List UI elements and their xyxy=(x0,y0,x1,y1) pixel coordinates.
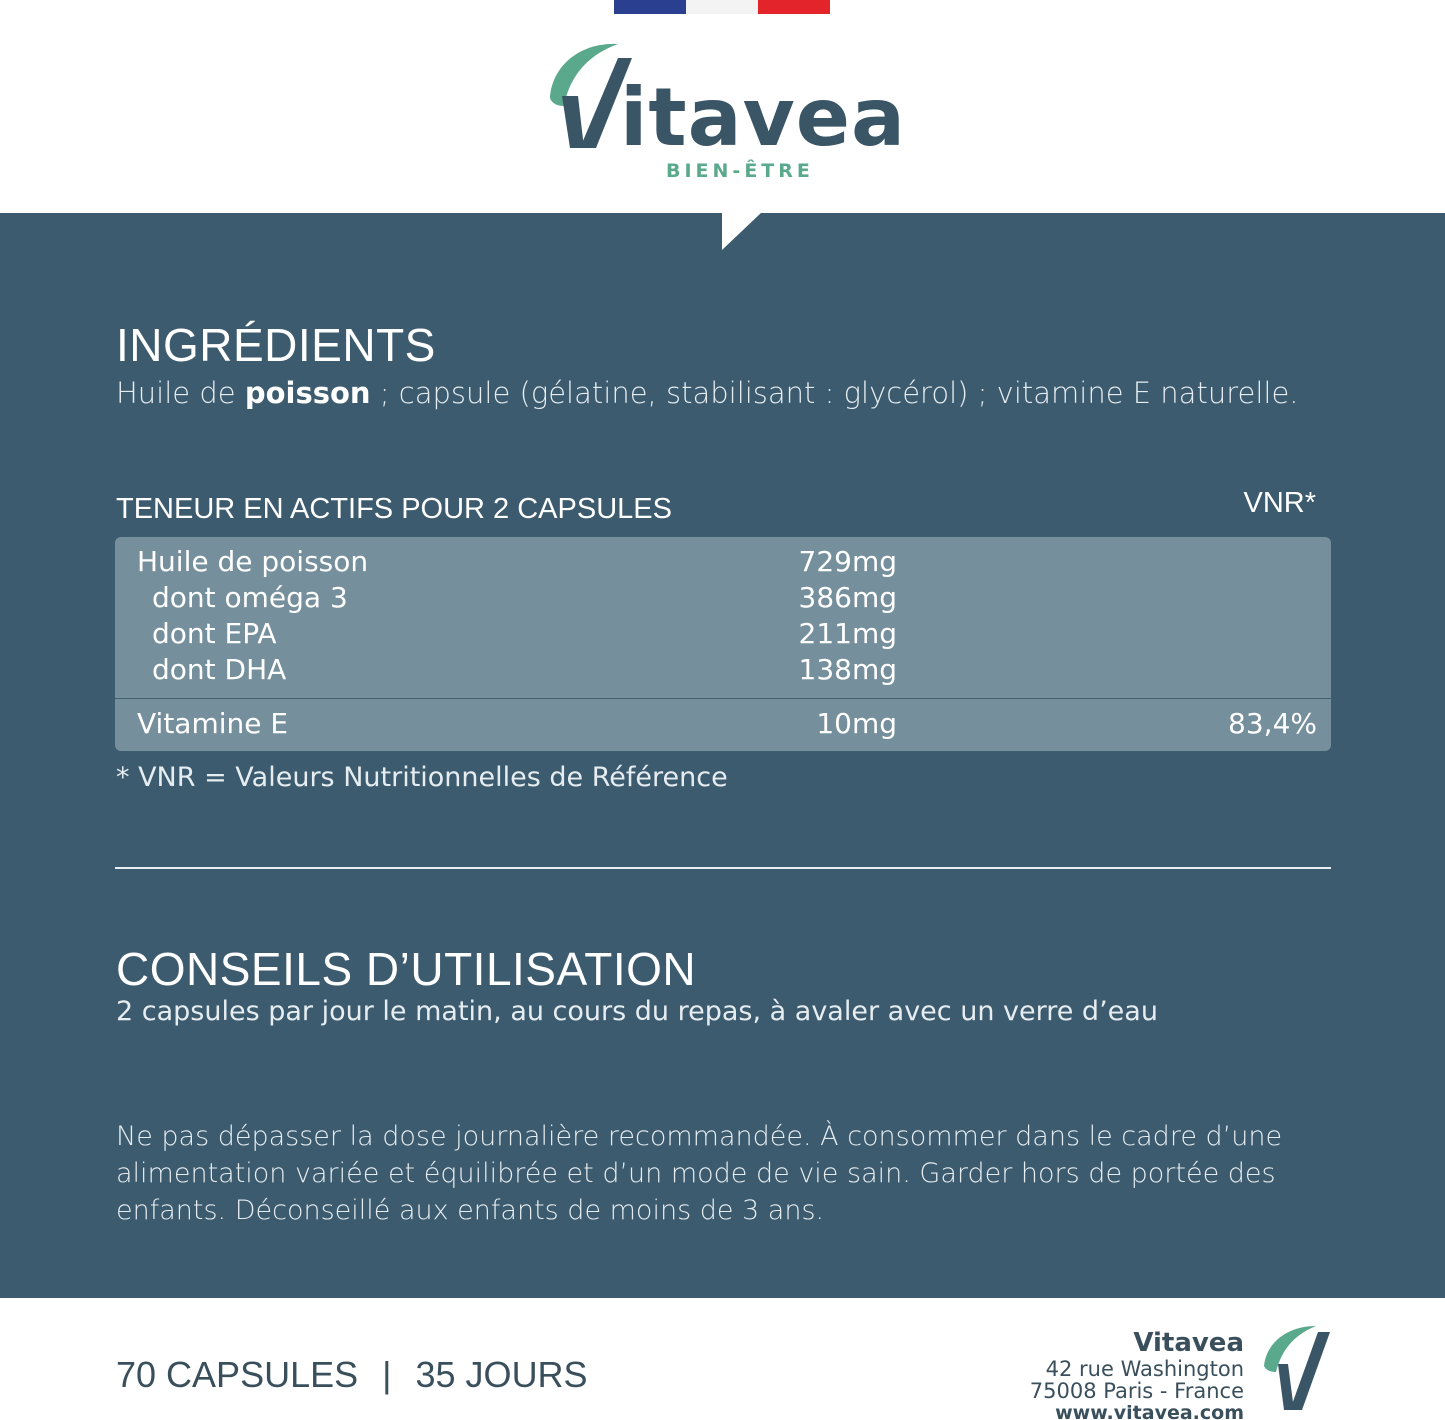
speech-notch xyxy=(722,212,762,250)
capsule-count: 70 CAPSULES xyxy=(116,1354,359,1395)
french-flag-icon xyxy=(614,0,830,14)
brand-wordmark: itavea xyxy=(620,71,907,164)
brand-tagline: BIEN-ÊTRE xyxy=(666,160,814,182)
vnr-header: VNR* xyxy=(1243,487,1316,519)
section-divider xyxy=(115,867,1331,869)
ingredients-allergen: poisson xyxy=(244,376,371,410)
table-row xyxy=(115,545,1331,581)
vnr-footnote: * VNR = Valeurs Nutritionnelles de Référence xyxy=(116,762,728,793)
table-row xyxy=(115,653,1331,689)
nutrition-table xyxy=(115,537,1331,751)
row-value: 729mg xyxy=(798,545,897,578)
company-address xyxy=(1030,1328,1244,1420)
table-row xyxy=(115,581,1331,617)
header xyxy=(0,0,1445,213)
table-divider xyxy=(115,698,1331,699)
ingredients-prefix: Huile de xyxy=(116,376,245,410)
table-row xyxy=(115,707,1331,743)
ingredients-text xyxy=(116,376,1299,410)
row-name: dont EPA xyxy=(152,617,277,650)
table-header xyxy=(116,487,1316,529)
row-value: 386mg xyxy=(798,581,897,614)
footer-separator: | xyxy=(382,1354,392,1395)
row-name: Huile de poisson xyxy=(137,545,369,578)
row-name: Vitamine E xyxy=(137,707,289,740)
street: 42 rue Washington xyxy=(1045,1357,1244,1381)
row-value: 138mg xyxy=(798,653,897,686)
company-name: Vitavea xyxy=(1133,1328,1244,1358)
package-info xyxy=(116,1354,588,1396)
table-title: TENEUR EN ACTIFS POUR 2 CAPSULES xyxy=(116,493,672,525)
city: 75008 Paris - France xyxy=(1029,1379,1244,1403)
table-row xyxy=(115,617,1331,653)
row-value: 10mg xyxy=(816,707,897,740)
row-vnr: 83,4% xyxy=(1228,707,1317,740)
vitavea-mark-icon xyxy=(1260,1322,1336,1414)
row-value: 211mg xyxy=(798,617,897,650)
ingredients-suffix: ; capsule (gélatine, stabilisant : glycérol) ; vitamine E naturelle. xyxy=(370,376,1299,410)
website-link[interactable]: www.vitavea.com xyxy=(1055,1402,1244,1420)
row-name: dont DHA xyxy=(152,653,287,686)
usage-text: 2 capsules par jour le matin, au cours du repas, à avaler avec un verre d’eau xyxy=(116,996,1158,1027)
duration: 35 JOURS xyxy=(415,1354,588,1395)
row-name: dont oméga 3 xyxy=(152,581,348,614)
ingredients-title: INGRÉDIENTS xyxy=(116,319,436,371)
warning-text: Ne pas dépasser la dose journalière recommandée. À consommer dans le cadre d’une alimentation variée et équilibrée et d’un mode de vie sain. Garder hors de portée des enfants. Déconseillé aux enfants de moins de 3 ans. xyxy=(116,1121,1283,1226)
usage-title: CONSEILS D’UTILISATION xyxy=(116,943,697,995)
